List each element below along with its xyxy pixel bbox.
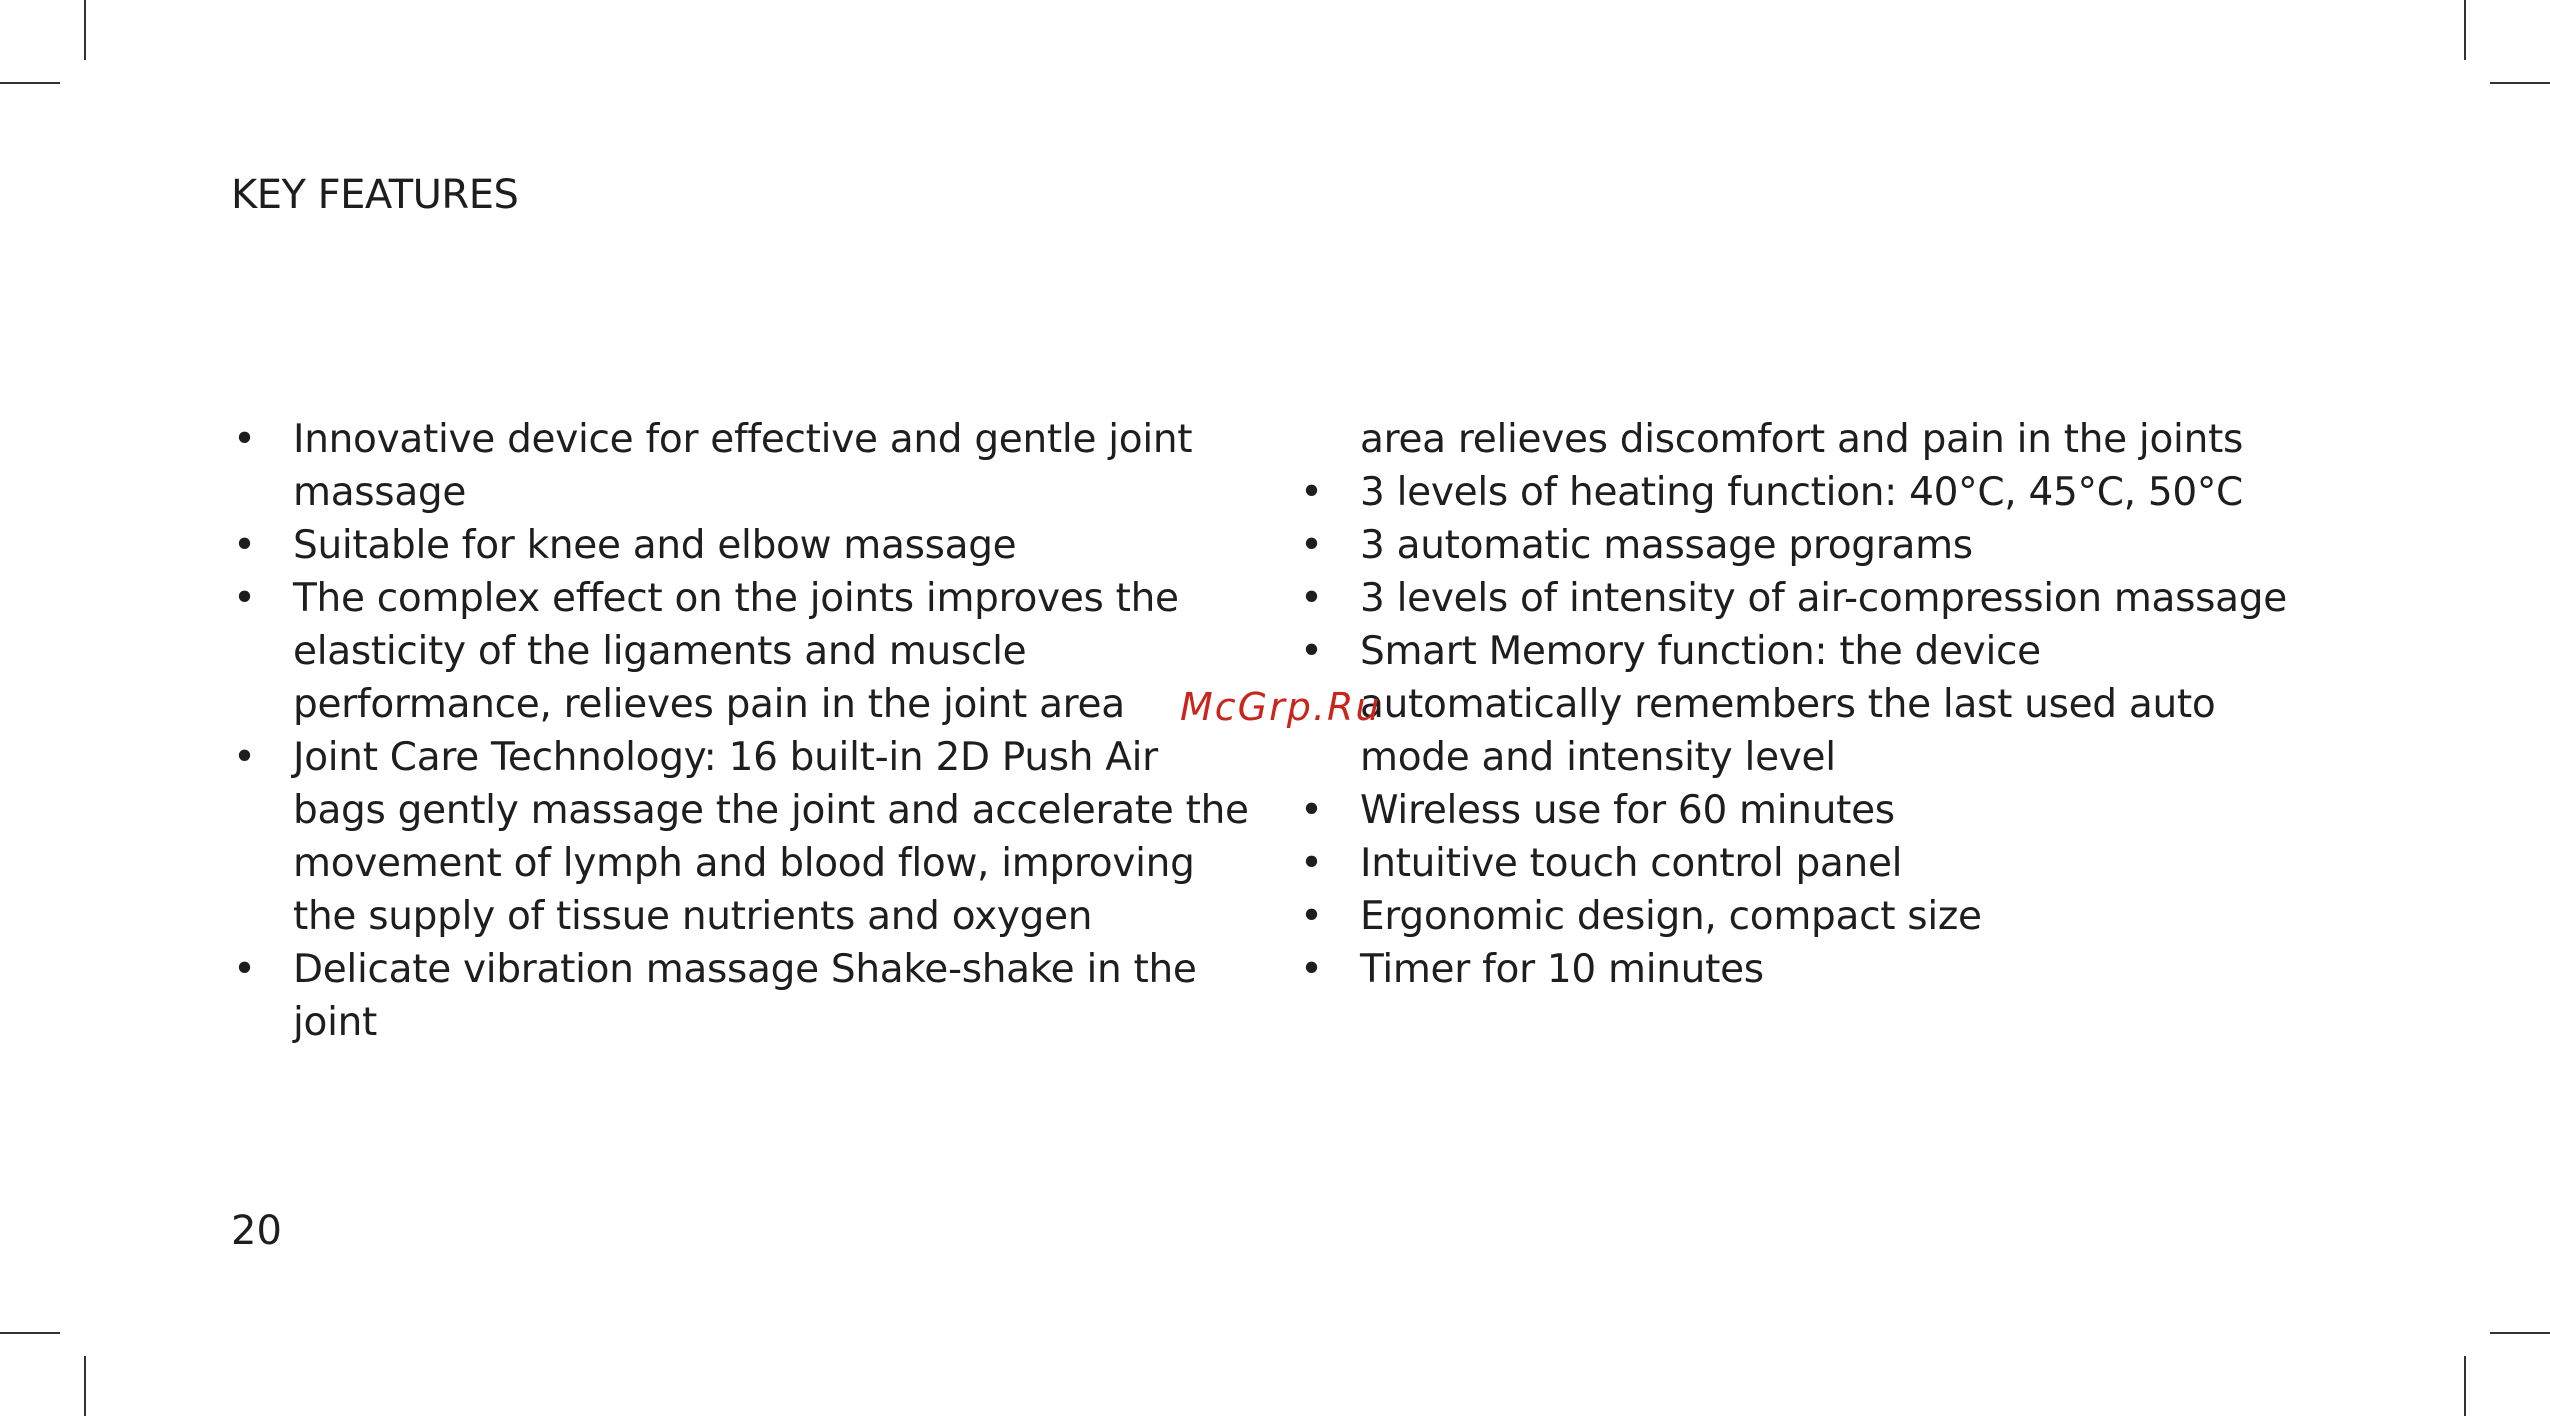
feature-text: Delicate vibration massage Shake-shake in the joint <box>293 947 1197 1045</box>
bullet-icon: • <box>1300 788 1323 833</box>
feature-text: Intuitive touch control panel <box>1360 841 1903 886</box>
feature-text: Wireless use for 60 minutes <box>1360 788 1895 833</box>
crop-mark <box>2464 1356 2466 1416</box>
list-item <box>231 731 1251 943</box>
feature-text: Smart Memory function: the device automatically remembers the last used auto mode and intensity level <box>1360 629 2216 780</box>
bullet-icon: • <box>1300 470 1323 515</box>
list-item <box>1298 837 2298 890</box>
bullet-icon: • <box>233 523 256 568</box>
list-item <box>1298 943 2298 996</box>
bullet-icon: • <box>233 576 256 621</box>
list-item <box>231 943 1251 1049</box>
list-item <box>231 519 1251 572</box>
list-item-continuation <box>1298 413 2298 466</box>
bullet-icon: • <box>1300 576 1323 621</box>
feature-text: Ergonomic design, compact size <box>1360 894 1982 939</box>
feature-text: Timer for 10 minutes <box>1360 947 1764 992</box>
feature-text: The complex effect on the joints improves the elasticity of the ligaments and muscle performance, relieves pain in the joint area <box>293 576 1179 727</box>
watermark: McGrp.Ru <box>1180 685 1382 729</box>
feature-text: Suitable for knee and elbow massage <box>293 523 1017 568</box>
crop-mark <box>2490 82 2550 84</box>
bullet-icon: • <box>1300 894 1323 939</box>
list-item <box>1298 784 2298 837</box>
page-number: 20 <box>231 1208 282 1254</box>
list-item <box>1298 890 2298 943</box>
feature-text: 3 levels of intensity of air-compression massage <box>1360 576 2287 621</box>
list-item <box>1298 625 2298 784</box>
bullet-icon: • <box>233 735 256 780</box>
bullet-icon: • <box>1300 841 1323 886</box>
crop-mark <box>84 1356 86 1416</box>
bullet-icon: • <box>233 417 256 462</box>
bullet-icon: • <box>233 947 256 992</box>
list-item <box>231 413 1251 519</box>
crop-mark <box>0 1332 60 1334</box>
page-title: KEY FEATURES <box>231 172 519 218</box>
feature-text: 3 automatic massage programs <box>1360 523 1973 568</box>
crop-mark <box>2464 0 2466 60</box>
crop-mark <box>0 82 60 84</box>
feature-text: area relieves discomfort and pain in the joints <box>1360 417 2243 462</box>
bullet-icon: • <box>1300 947 1323 992</box>
crop-mark <box>2490 1332 2550 1334</box>
features-list-left <box>231 413 1251 1049</box>
list-item <box>1298 466 2298 519</box>
features-list-right <box>1298 413 2298 996</box>
crop-mark <box>84 0 86 60</box>
list-item <box>1298 519 2298 572</box>
feature-text: Joint Care Technology: 16 built-in 2D Push Air bags gently massage the joint and accelerate the movement of lymph and blood flow, improving the supply of tissue nutrients and oxygen <box>293 735 1249 939</box>
bullet-icon: • <box>1300 523 1323 568</box>
list-item <box>231 572 1251 731</box>
list-item <box>1298 572 2298 625</box>
feature-text: 3 levels of heating function: 40°C, 45°C, 50°C <box>1360 470 2243 515</box>
bullet-icon: • <box>1300 629 1323 674</box>
feature-text: Innovative device for effective and gentle joint massage <box>293 417 1193 515</box>
